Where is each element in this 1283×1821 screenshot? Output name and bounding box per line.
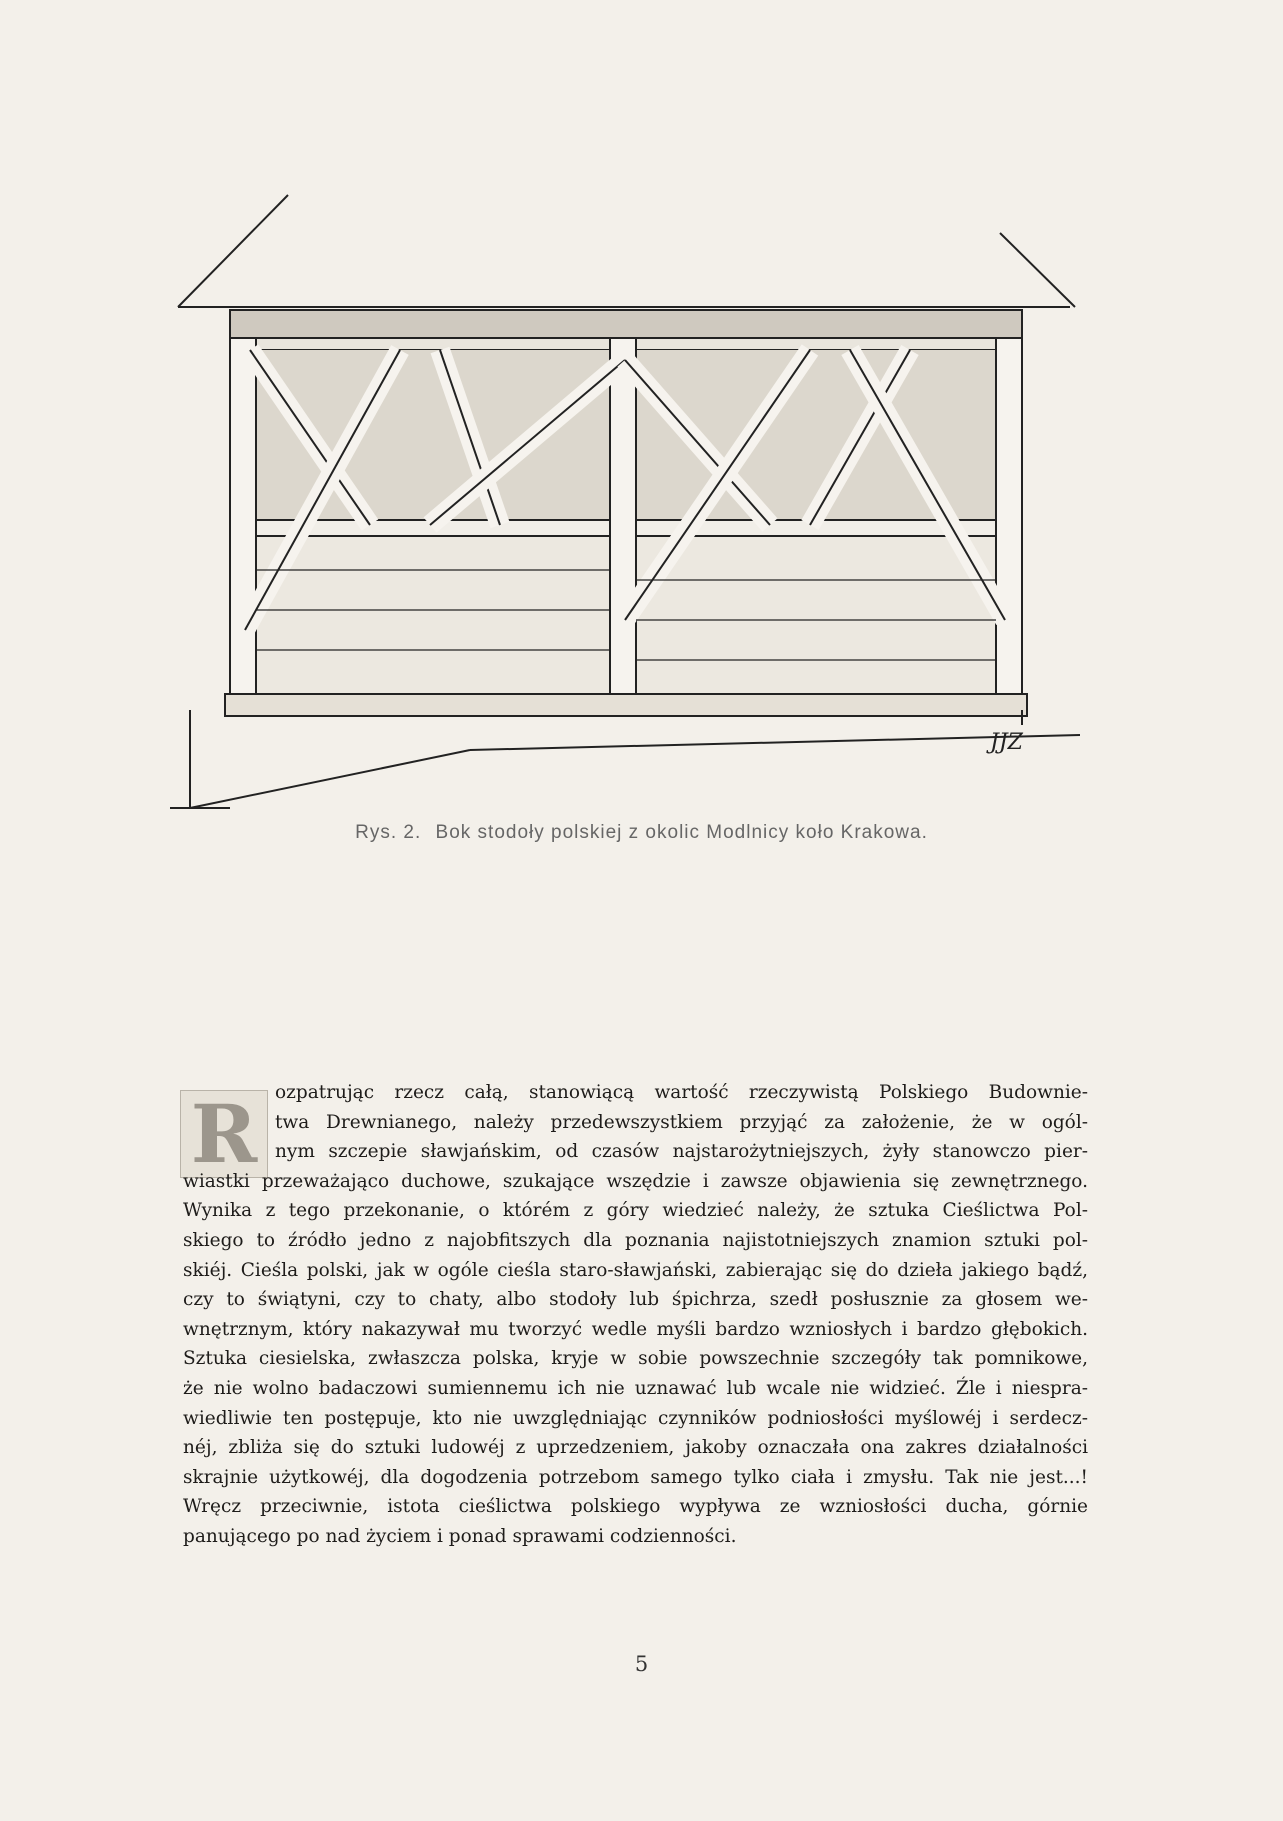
text-line: twa Drewnianego, należy przedewszystkiem przyjąć za założenie, że w ogól-: [275, 1111, 1088, 1133]
text-line: ozpatrując rzecz całą, stanowiącą wartość rzeczywistą Polskiego Budownie-: [275, 1082, 1088, 1103]
text-line: panującego po nad życiem i ponad sprawami codzienności.: [183, 1525, 737, 1547]
text-line: skiego to źródło jedno z najobfitszych dla poznania najistotniejszych znamion sztuki pol-: [183, 1229, 1088, 1251]
text-line: wiedliwie ten postępuje, kto nie uwzględniając czynników podniosłości myślowéj i serdecz-: [183, 1407, 1088, 1429]
text-line: wnętrznym, który nakazywał mu tworzyć wedle myśli bardzo wzniosłych i bardzo głębokich.: [183, 1318, 1088, 1340]
text-line: wiastki przeważająco duchowe, szukające wszędzie i zawsze objawienia się zewnętrznego.: [183, 1170, 1088, 1192]
text-line: néj, zbliża się do sztuki ludowéj z uprzedzeniem, jakoby oznaczała ona zakres działalności: [183, 1437, 1088, 1459]
caption-label: Rys. 2.: [355, 822, 422, 843]
barn-illustration: [170, 190, 1090, 820]
text-line: skrajnie użytkowéj, dla dogodzenia potrzebom samego tylko ciała i zmysłu. Tak nie jest...!: [183, 1466, 1088, 1488]
figure-caption: [0, 822, 1283, 844]
text-line: czy to świątyni, czy to chaty, albo stodoły lub śpichrza, szedł posłusznie za głosem we-: [183, 1289, 1088, 1311]
text-line: skiéj. Cieśla polski, jak w ogóle cieśla staro-sławjański, zabierając się do dzieła jakiego bądź,: [183, 1259, 1088, 1281]
caption-text: Bok stodoły polskiej z okolic Modlnicy koło Krakowa.: [435, 822, 928, 843]
text-line: Wręcz przeciwnie, istota cieślictwa polskiego wypływa ze wzniosłości ducha, górnie: [183, 1496, 1088, 1518]
text-line: Sztuka ciesielska, zwłaszcza polska, kryje w sobie powszechnie szczegóły tak pomnikowe,: [183, 1348, 1088, 1370]
body-paragraph: [183, 1078, 1088, 1552]
text-line: że nie wolno badaczowi sumiennemu ich nie uznawać lub wcale nie widzieć. Źle i niespra-: [183, 1377, 1088, 1399]
text-line: Wynika z tego przekonanie, o którém z góry wiedzieć należy, że sztuka Cieślictwa Pol-: [183, 1200, 1088, 1222]
page-number: 5: [634, 1652, 649, 1676]
drop-cap-initial: R: [180, 1090, 268, 1178]
text-line: nym szczepie sławjańskim, od czasów najstarożytniejszych, żyły stanowczo pier-: [275, 1141, 1088, 1163]
barn-side-drawing: [170, 190, 1090, 820]
illustrator-signature: JJZ: [990, 730, 1023, 755]
